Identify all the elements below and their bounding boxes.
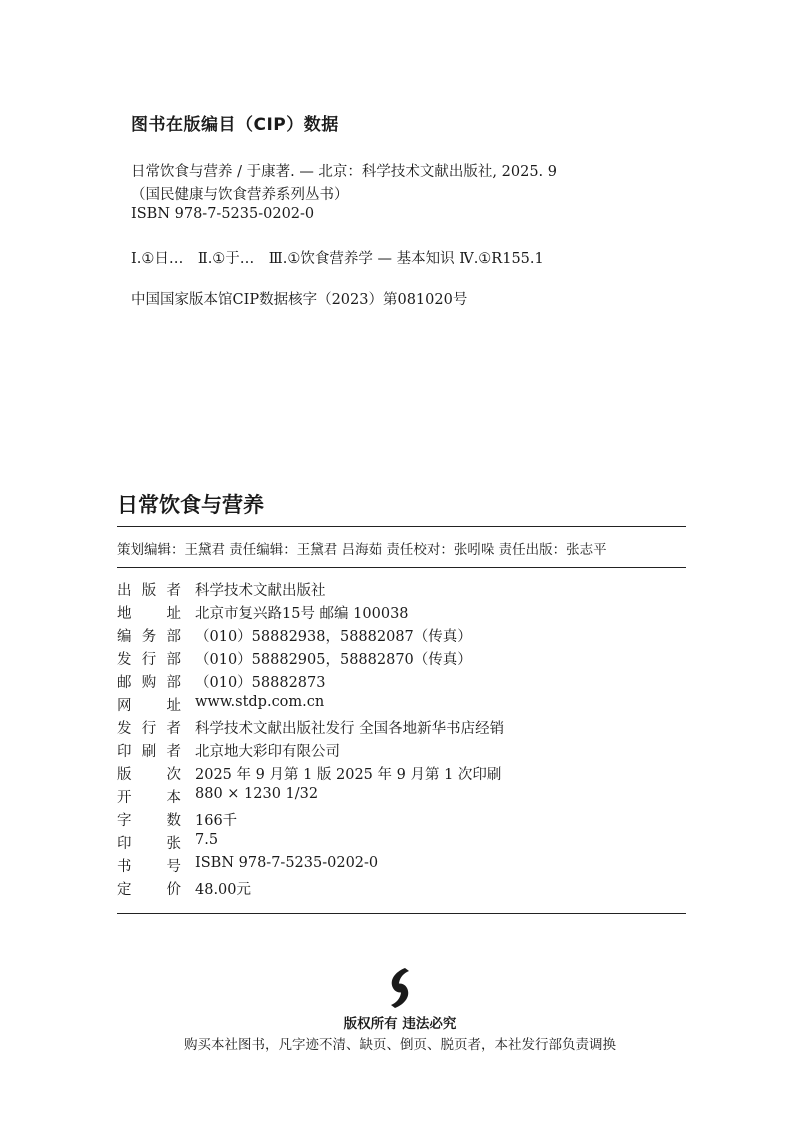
- info-label: 网 址: [117, 698, 181, 714]
- info-value: www.stdp.com.cn: [195, 694, 325, 710]
- editors-line: 策划编辑：王黛君 责任编辑：王黛君 吕海茹 责任校对：张吲哚 责任出版：张志平: [117, 542, 607, 558]
- info-label: 邮 购 部: [117, 675, 181, 691]
- info-value: （010）58882905，58882870（传真）: [195, 652, 472, 668]
- rule-middle: [117, 567, 686, 568]
- info-value: 科学技术文献出版社发行 全国各地新华书店经销: [195, 721, 505, 737]
- info-label: 印 张: [117, 836, 181, 852]
- info-label: 印 刷 者: [117, 744, 181, 760]
- book-title: 日常饮食与营养: [117, 493, 264, 517]
- info-label: 版 次: [117, 767, 181, 783]
- info-value: 北京地大彩印有限公司: [195, 744, 340, 760]
- info-value: 2025 年 9 月第 1 版 2025 年 9 月第 1 次印刷: [195, 767, 502, 783]
- info-label: 发 行 者: [117, 721, 181, 737]
- cip-entry-title: 日常饮食与营养 / 于康著. — 北京：科学技术文献出版社, 2025. 9: [131, 164, 557, 180]
- info-label: 发 行 部: [117, 652, 181, 668]
- info-value: 北京市复兴路15号 邮编 100038: [195, 606, 409, 622]
- cip-series: （国民健康与饮食营养系列丛书）: [131, 187, 349, 203]
- rule-top: [117, 526, 686, 527]
- info-value: （010）58882938，58882087（传真）: [195, 629, 472, 645]
- cip-heading: 图书在版编目（CIP）数据: [131, 115, 339, 135]
- info-value: 7.5: [195, 832, 219, 848]
- info-label: 地 址: [117, 606, 181, 622]
- info-label: 定 价: [117, 882, 181, 898]
- info-value: 48.00元: [195, 882, 252, 898]
- cip-isbn: ISBN 978-7-5235-0202-0: [131, 206, 315, 222]
- exchange-notice: 购买本社图书，凡字迹不清、缺页、倒页、脱页者，本社发行部负责调换: [184, 1037, 616, 1053]
- publisher-logo-icon: [383, 966, 417, 1010]
- info-value: 166千: [195, 813, 238, 829]
- info-value: （010）58882873: [195, 675, 326, 691]
- cip-record-number: 中国国家版本馆CIP数据核字（2023）第081020号: [131, 292, 468, 308]
- rights-statement: 版权所有 违法必究: [343, 1016, 457, 1032]
- cip-classification: Ⅰ.①日… Ⅱ.①于… Ⅲ.①饮食营养学 — 基本知识 Ⅳ.①R155.1: [131, 251, 544, 267]
- info-label: 书 号: [117, 859, 181, 875]
- info-label: 出 版 者: [117, 583, 181, 599]
- info-value: 科学技术文献出版社: [195, 583, 326, 599]
- info-value: ISBN 978-7-5235-0202-0: [195, 855, 379, 871]
- info-label: 字 数: [117, 813, 181, 829]
- info-label: 编 务 部: [117, 629, 181, 645]
- info-value: 880 × 1230 1/32: [195, 786, 319, 802]
- info-label: 开 本: [117, 790, 181, 806]
- rule-bottom: [117, 913, 686, 914]
